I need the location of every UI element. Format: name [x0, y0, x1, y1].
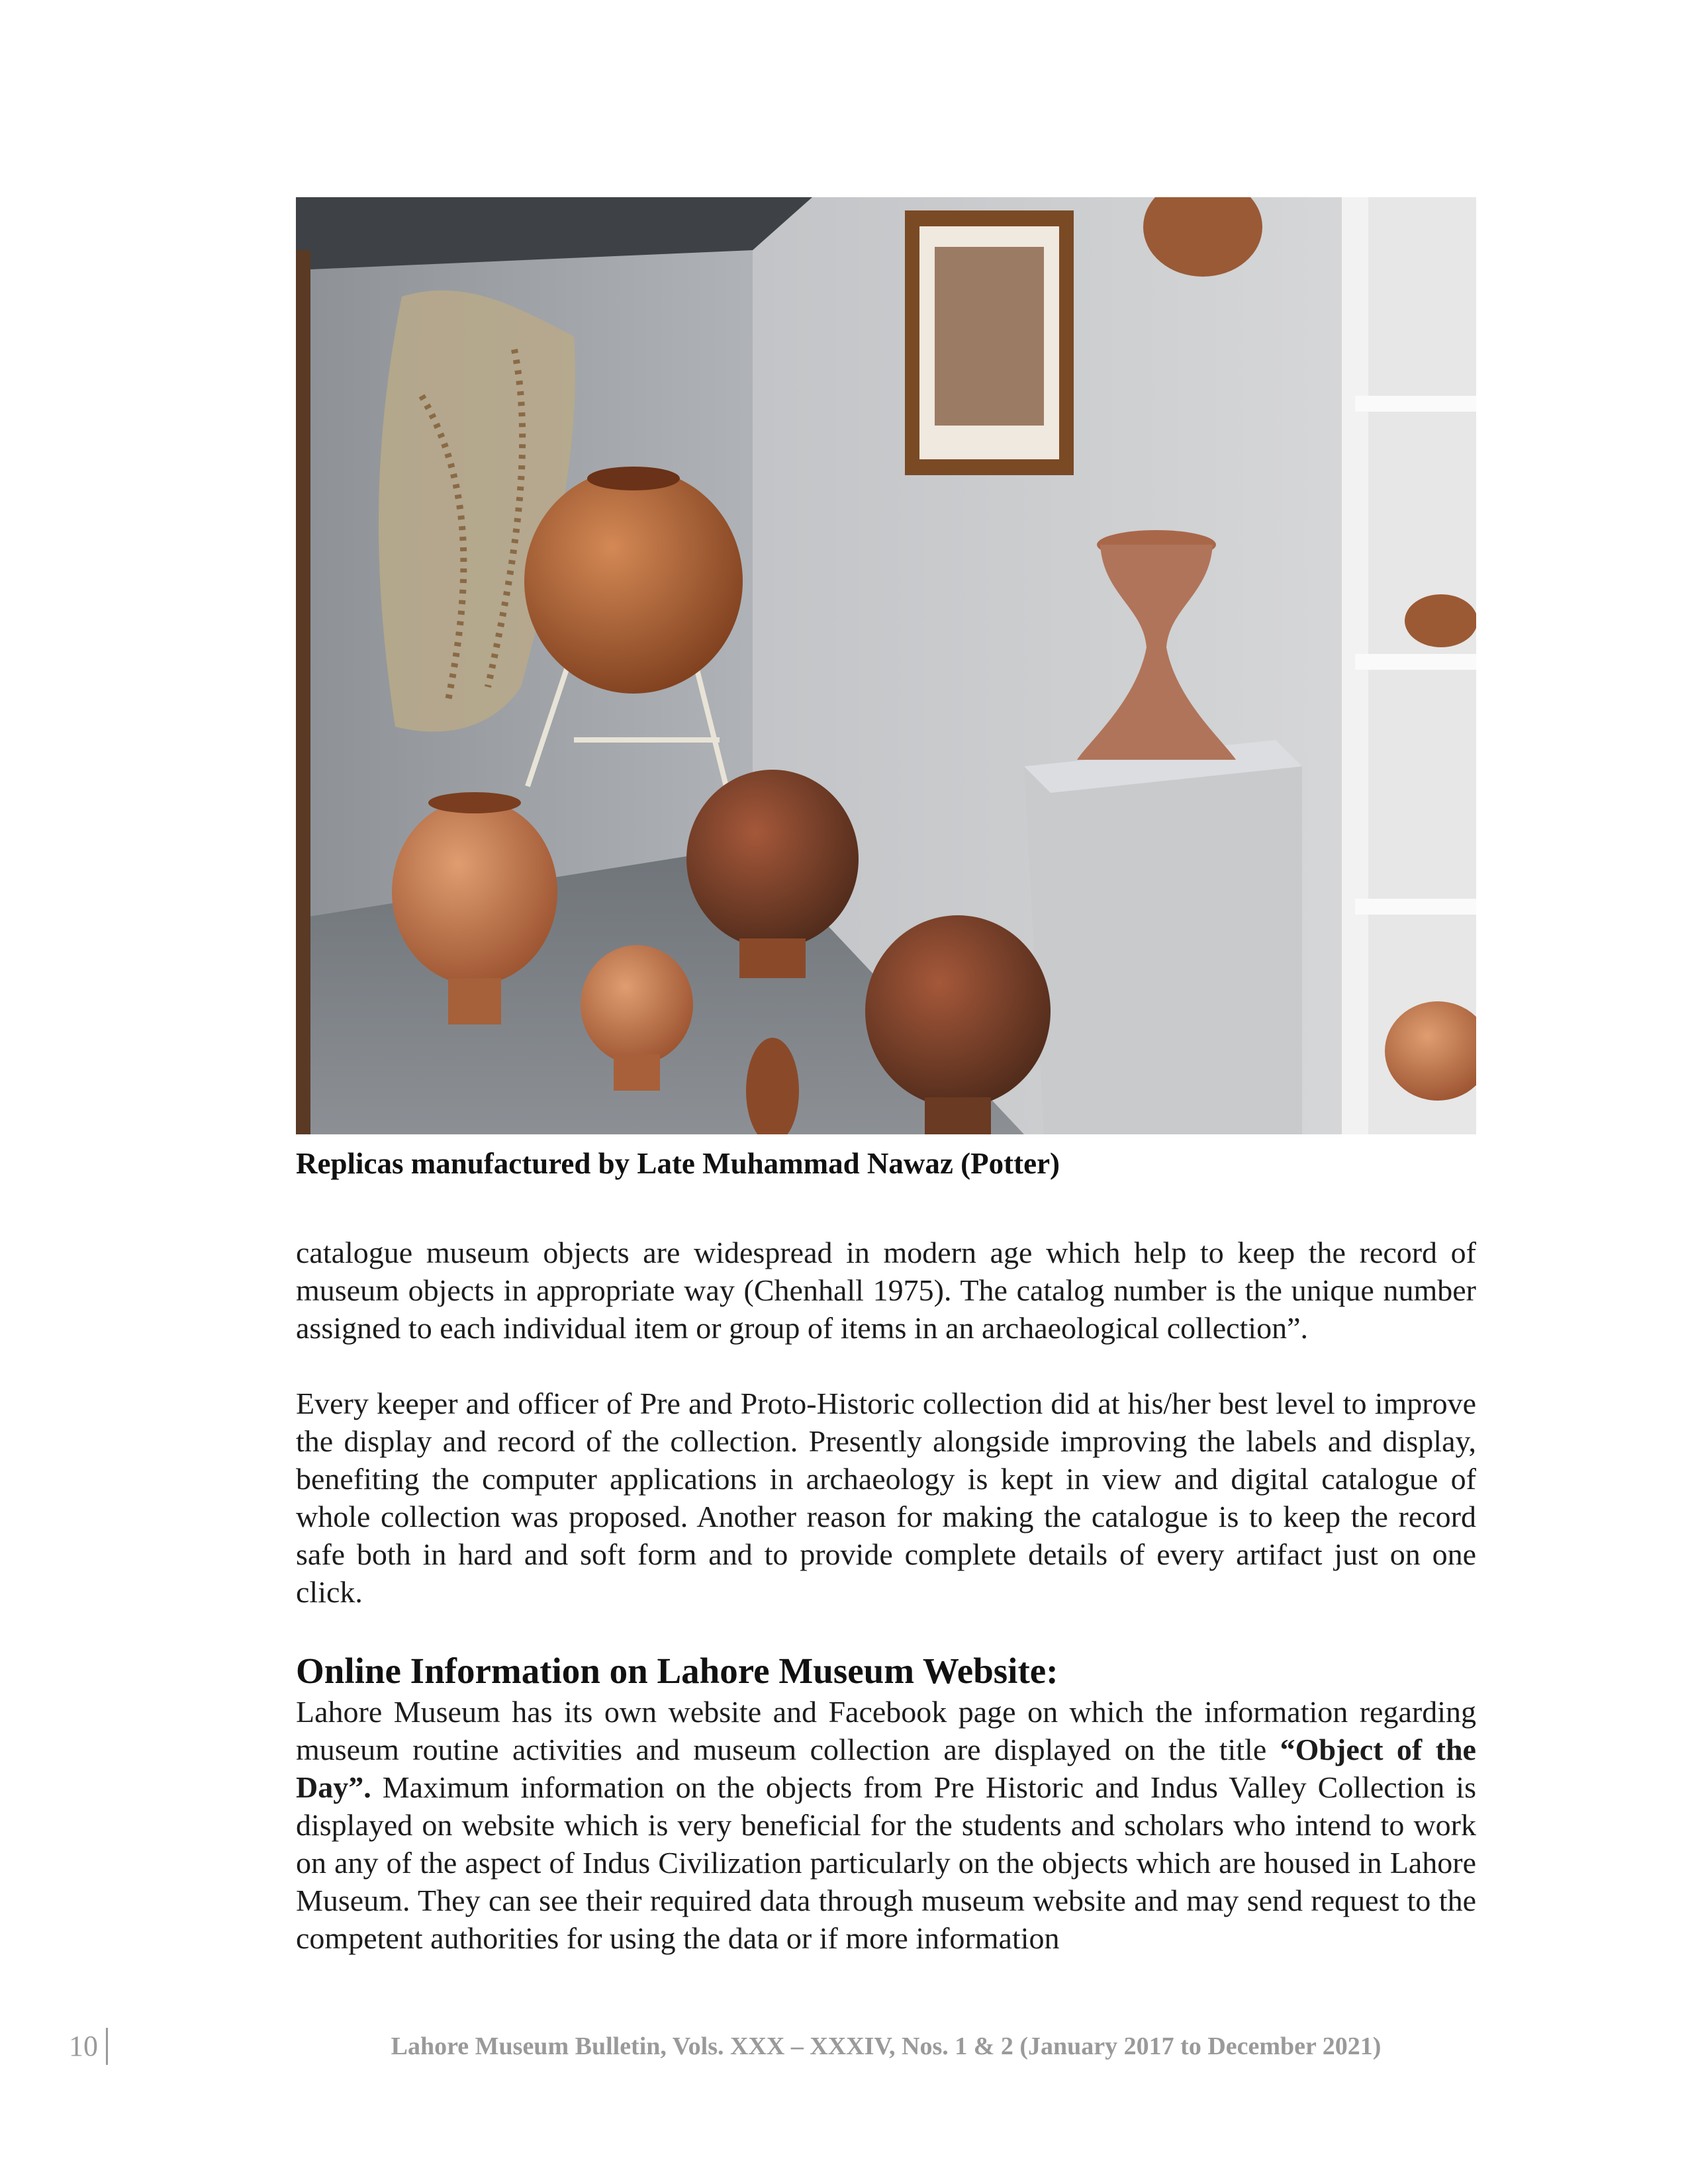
paragraph-website-part2: Maximum information on the objects from Pre Historic and Indus Valley Collection is displayed on website which is very beneficial for the students and scholars who intend to work on any of the aspect of Indus Civilization particularly on the objects which are housed in Lahore Museum. They can see their required data through museum website and may send request to the competent authorities for using the data or if more information [296, 1770, 1476, 1955]
section-heading: Online Information on Lahore Museum Website: [296, 1651, 1058, 1691]
large-pot [524, 469, 743, 694]
figure-caption: Replicas manufactured by Late Muhammad Nawaz (Potter) [296, 1147, 1060, 1180]
paragraph-website-part1: Lahore Museum has its own website and Facebook page on which the information regarding museum routine activities and museum collection are displayed on the title [296, 1695, 1476, 1766]
pot-dark [865, 915, 1051, 1107]
page-number: 10 [69, 2030, 98, 2062]
page-number-divider [106, 2028, 108, 2065]
pot-carved [686, 770, 859, 948]
pot-small [581, 945, 693, 1064]
journal-title: Lahore Museum Bulletin, Vols. XXX – XXXIV, Nos. 1 & 2 (January 2017 to December 2021) [391, 2032, 1382, 2060]
pot-left [392, 799, 557, 985]
pedestal [1024, 740, 1302, 1134]
paragraph-website [296, 1693, 1476, 1957]
photo-illustration [296, 197, 1476, 1134]
pottery-display-photo [296, 197, 1476, 1134]
paragraph-catalogue: catalogue museum objects are widespread in modern age which help to keep the record of museum objects in appropriate way (Chenhall 1975). The catalog number is the unique number assigned to each individual item or group of items in an archaeological collection”. [296, 1236, 1476, 1345]
page-footer [0, 2025, 1688, 2071]
paragraph-keepers: Every keeper and officer of Pre and Proto-Historic collection did at his/her best level to improve the display and record of the collection. Presently alongside improving the labels and display, benefiting the computer applications in archaeology is kept in view and digital catalogue of whole collection was proposed. Another reason for making the catalogue is to keep the record safe both in hard and soft form and to provide complete details of every artifact just on one click. [296, 1387, 1476, 1609]
object-of-the-day: “Object of the Day”. [296, 1733, 1476, 1804]
